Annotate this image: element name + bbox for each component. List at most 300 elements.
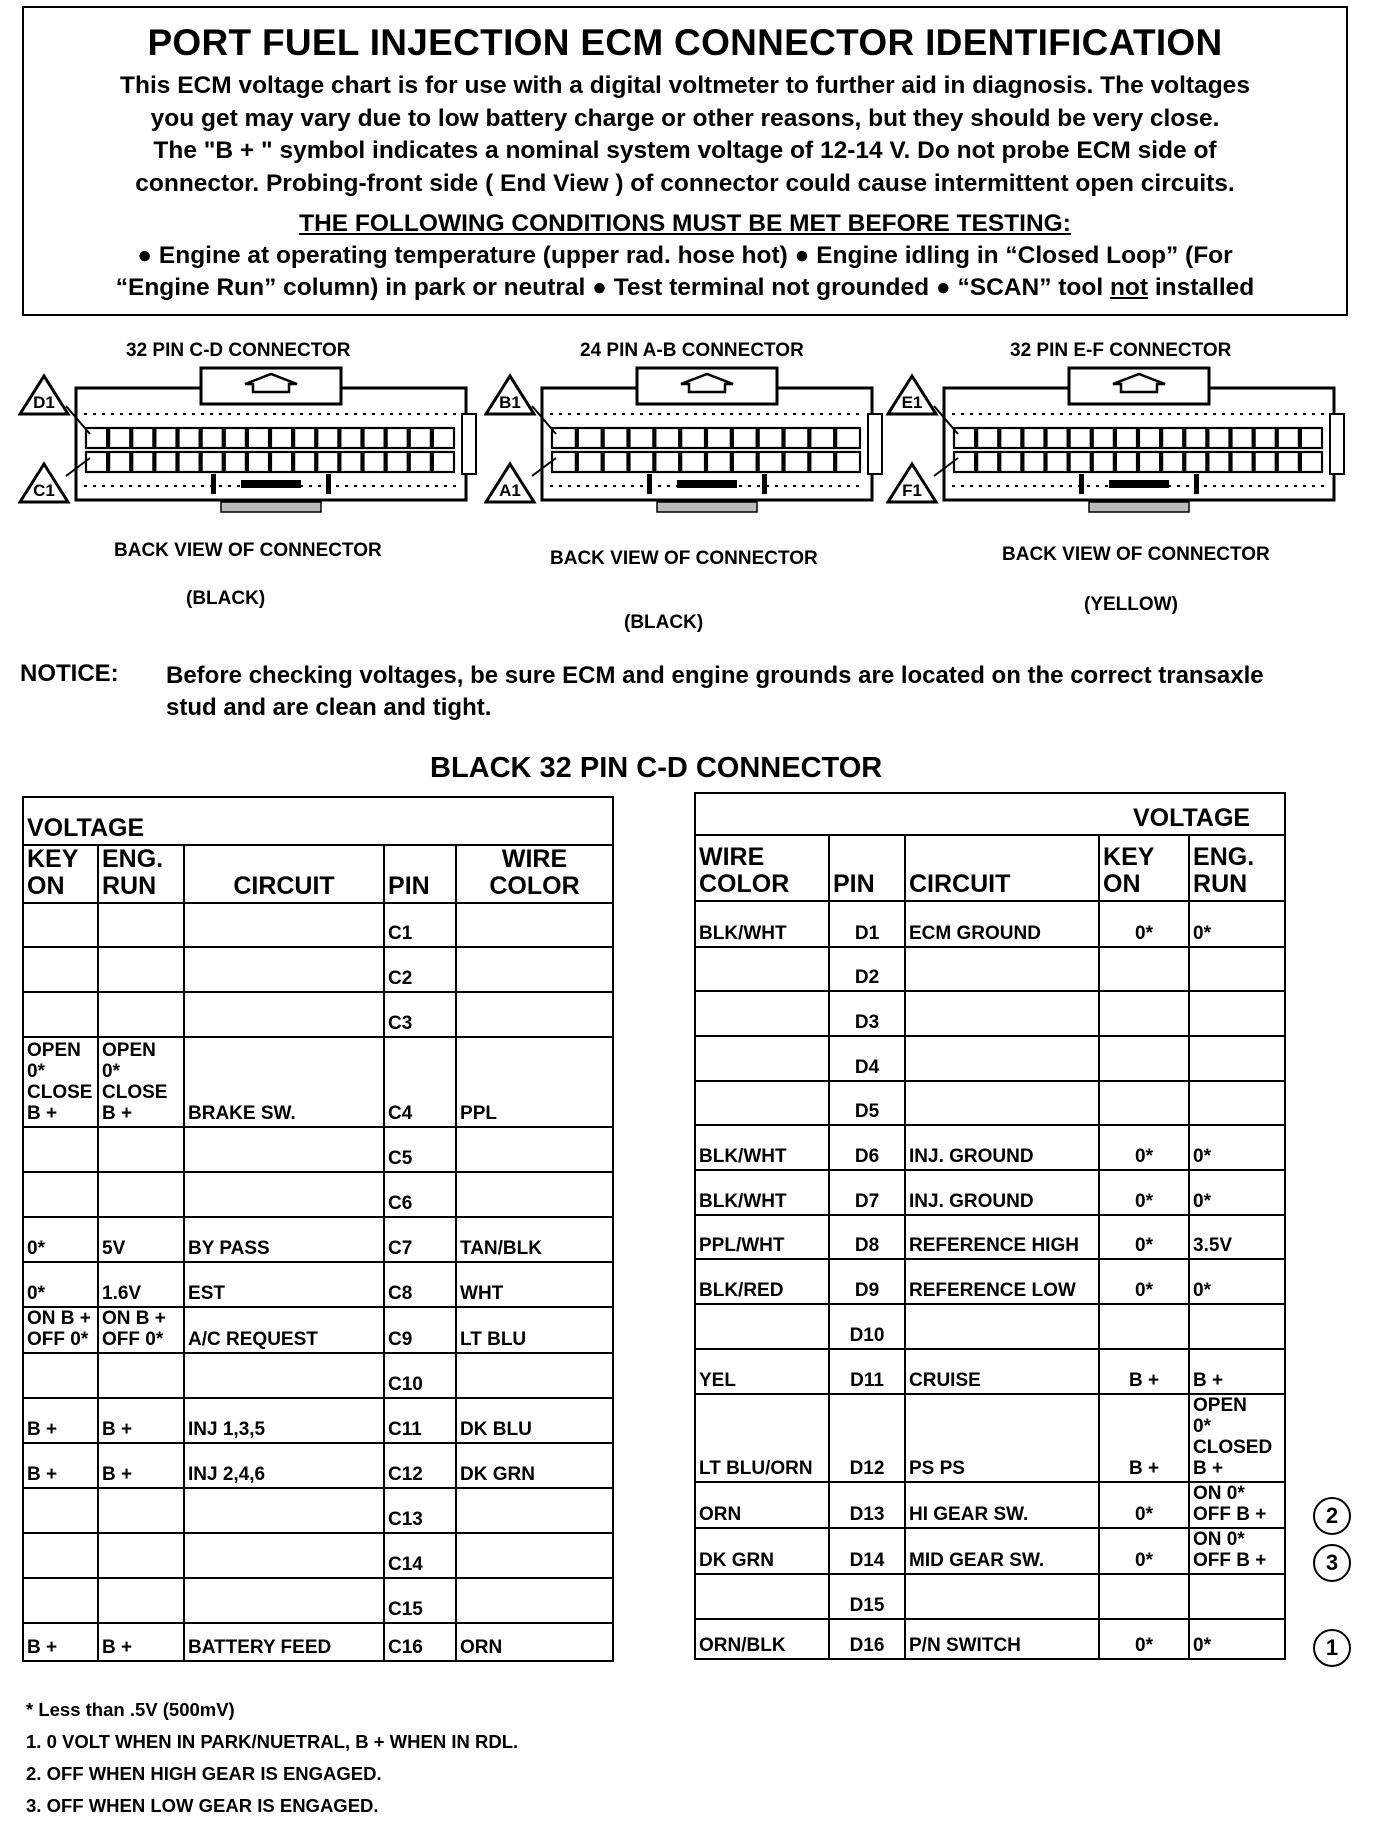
pin-cell: D15 (829, 1574, 905, 1619)
pin-cavity (1093, 452, 1114, 472)
pin-cavity (271, 428, 292, 448)
side-latch (868, 414, 882, 474)
connector-color-label: (BLACK) (624, 612, 704, 633)
circuit-cell (184, 992, 384, 1037)
pin-cavity (155, 452, 176, 472)
circuit-cell (905, 1036, 1099, 1081)
circuit-cell: A/C REQUEST (184, 1307, 384, 1353)
pin-cell: C10 (384, 1353, 456, 1398)
circuit-cell (905, 991, 1099, 1036)
table-row (695, 1304, 1285, 1349)
wire-color-cell (456, 1172, 613, 1217)
pin-cavity (109, 452, 130, 472)
circuit-cell (184, 1578, 384, 1623)
intro-line: The "B + " symbol indicates a nominal system voltage of 12-14 V. Do not probe ECM side of (153, 137, 1217, 164)
pin-cavity (1208, 428, 1229, 448)
key-on-cell (1099, 1304, 1189, 1349)
pin-cell: C3 (384, 992, 456, 1037)
pin-cell: D8 (829, 1215, 905, 1259)
eng-run-cell: 0* (1189, 1170, 1285, 1215)
pin-cavity (1278, 452, 1299, 472)
eng-run-cell: 0* (1189, 1259, 1285, 1304)
wire-color-cell: BLK/WHT (695, 1170, 829, 1215)
intro-text (54, 70, 1316, 200)
conditions-title: THE FOLLOWING CONDITIONS MUST BE MET BEFORE TESTING: (299, 210, 1071, 237)
table-row (23, 1488, 613, 1533)
circuit-cell: PS PS (905, 1394, 1099, 1482)
circuit-header: CIRCUIT (184, 845, 384, 903)
pin-cavity (294, 452, 315, 472)
pin-cavity (433, 428, 454, 448)
voltage-header: VOLTAGE (23, 797, 184, 845)
eng-run-cell (1189, 1574, 1285, 1619)
header-spacer (695, 793, 1099, 835)
key-on-cell (1099, 947, 1189, 991)
header-line: ON (27, 872, 65, 900)
footnotes (26, 1694, 518, 1822)
pin-header: PIN (384, 845, 456, 903)
table-row (695, 991, 1285, 1036)
circuit-header: CIRCUIT (905, 835, 1099, 901)
notice-text: Before checking voltages, be sure ECM and engine grounds are located on the correct transaxle stud and are clean and tight. (166, 662, 1264, 721)
key-on-cell: 0* (1099, 901, 1189, 947)
hatched-tab (1089, 502, 1189, 512)
pin-cavity (1000, 452, 1021, 472)
circuit-cell: EST (184, 1262, 384, 1307)
pin-cavity (785, 428, 809, 448)
table-row (695, 1081, 1285, 1125)
wire-color-cell (456, 1353, 613, 1398)
key-tick (647, 474, 652, 494)
pin-cell: D4 (829, 1036, 905, 1081)
pin-cell: C14 (384, 1533, 456, 1578)
key-on-cell: B + (23, 1443, 98, 1488)
intro-line: This ECM voltage chart is for use with a digital voltmeter to further aid in diagnosis. The voltages (120, 72, 1250, 99)
pin-cavity (1255, 428, 1276, 448)
circuit-cell (184, 1127, 384, 1172)
pin-cavity (655, 452, 679, 472)
key-on-cell: 0* (1099, 1215, 1189, 1259)
table-row (23, 1398, 613, 1443)
pin-cavity (340, 428, 361, 448)
table-row (695, 1125, 1285, 1170)
eng-run-header (1189, 835, 1285, 901)
pin-cavity (1023, 452, 1044, 472)
table-row (695, 1574, 1285, 1619)
pin-cell: C6 (384, 1172, 456, 1217)
circuit-cell (184, 947, 384, 992)
table-row (695, 1170, 1285, 1215)
wire-color-cell (695, 947, 829, 991)
table-row (695, 1215, 1285, 1259)
pin-cavity (977, 452, 998, 472)
pin-cavity (759, 428, 783, 448)
eng-run-cell: B + (1189, 1349, 1285, 1394)
table-row (23, 903, 613, 947)
pin-cavity (954, 428, 975, 448)
circuit-cell: P/N SWITCH (905, 1619, 1099, 1659)
pin-cavity (364, 428, 385, 448)
circuit-cell (905, 1081, 1099, 1125)
connector-title: 24 PIN A-B CONNECTOR (580, 340, 804, 361)
pin-cell: D16 (829, 1619, 905, 1659)
wire-color-cell: BLK/WHT (695, 901, 829, 947)
table-row (695, 1482, 1285, 1528)
pin-cell: C12 (384, 1443, 456, 1488)
key-on-cell (23, 1578, 98, 1623)
pin1-top-label: D1 (33, 393, 55, 412)
pin-cell: C7 (384, 1217, 456, 1262)
connector-ef-diagram (886, 340, 1356, 630)
pin-cell: C13 (384, 1488, 456, 1533)
connector-cd-diagram (18, 340, 488, 630)
table-row (695, 1259, 1285, 1304)
wire-color-cell: BLK/RED (695, 1259, 829, 1304)
eng-run-cell: B + (98, 1623, 184, 1661)
circuit-cell (905, 947, 1099, 991)
pin-cavity (604, 452, 628, 472)
key-on-cell (1099, 1036, 1189, 1081)
table-header-row (695, 835, 1285, 901)
pin-cell: D6 (829, 1125, 905, 1170)
wire-color-cell (456, 992, 613, 1037)
pin-cavity (1185, 428, 1206, 448)
wire-color-cell (456, 903, 613, 947)
pin-cavity (387, 452, 408, 472)
circuit-cell (184, 1488, 384, 1533)
table-row (23, 1623, 613, 1661)
d-connector-voltage-table (694, 792, 1286, 1660)
key-tick (1194, 474, 1199, 494)
wire-color-header (456, 845, 613, 903)
key-on-cell: B + (1099, 1349, 1189, 1394)
notice-label: NOTICE: (20, 660, 119, 687)
table-row (23, 1353, 613, 1398)
pin-cell: C5 (384, 1127, 456, 1172)
wire-color-cell: YEL (695, 1349, 829, 1394)
pin-cavity (294, 428, 315, 448)
pin-cavity (1162, 452, 1183, 472)
circuit-cell: BRAKE SW. (184, 1037, 384, 1127)
pin-cavity (707, 428, 731, 448)
eng-run-cell: B + (98, 1443, 184, 1488)
eng-run-cell: 0* (1189, 901, 1285, 947)
pin-cavity (1232, 428, 1253, 448)
pin1-bottom-label: C1 (33, 481, 55, 500)
wire-color-cell: ORN/BLK (695, 1619, 829, 1659)
wire-color-cell: DK GRN (695, 1528, 829, 1574)
pin-cavity (179, 428, 200, 448)
connector-title: 32 PIN C-D CONNECTOR (126, 340, 351, 361)
wire-color-cell: TAN/BLK (456, 1217, 613, 1262)
header-line: COLOR (489, 872, 580, 900)
wire-color-cell (456, 947, 613, 992)
table-header-row (695, 793, 1285, 835)
circuit-cell: CRUISE (905, 1349, 1099, 1394)
wire-color-cell: LT BLU/ORN (695, 1394, 829, 1482)
pin-cavity (1301, 428, 1322, 448)
pin-cavity (977, 428, 998, 448)
eng-run-cell: 5V (98, 1217, 184, 1262)
conditions-line: ● Engine at operating temperature (upper rad. hose hot) ● Engine idling in “Closed Loop” (For (137, 242, 1233, 269)
wire-color-cell: LT BLU (456, 1307, 613, 1353)
pin-cavity (1070, 452, 1091, 472)
eng-run-header (98, 845, 184, 903)
table-row (23, 1262, 613, 1307)
footnote: 2. OFF WHEN HIGH GEAR IS ENGAGED. (26, 1763, 382, 1784)
circuit-cell: REFERENCE LOW (905, 1259, 1099, 1304)
pin-cavity (1023, 428, 1044, 448)
key-on-cell: B + (23, 1398, 98, 1443)
pin-cell: C15 (384, 1578, 456, 1623)
eng-run-cell (98, 1533, 184, 1578)
eng-run-cell: ON 0* OFF B + (1189, 1528, 1285, 1574)
pin-cavity (707, 452, 731, 472)
header-line: ON (1103, 870, 1141, 898)
key-on-cell: B + (1099, 1394, 1189, 1482)
wire-color-cell: BLK/WHT (695, 1125, 829, 1170)
pin-cavity (387, 428, 408, 448)
pin-cavity (578, 428, 602, 448)
pin-cavity (202, 428, 223, 448)
key-on-cell (23, 1488, 98, 1533)
header-spacer (184, 797, 613, 845)
key-tick (1079, 474, 1084, 494)
connector-view-label: BACK VIEW OF CONNECTOR (114, 540, 382, 561)
header-line: RUN (1193, 870, 1248, 898)
key-on-header (23, 845, 98, 903)
connector-ab-drawing (484, 348, 954, 528)
key-on-cell (23, 947, 98, 992)
circuit-cell: INJ. GROUND (905, 1125, 1099, 1170)
wire-color-cell (456, 1127, 613, 1172)
pin-cavity (1139, 428, 1160, 448)
pin-cavity (1232, 452, 1253, 472)
pin-cell: D14 (829, 1528, 905, 1574)
key-on-cell: 0* (1099, 1528, 1189, 1574)
key-on-cell (1099, 1081, 1189, 1125)
table-row (695, 1619, 1285, 1659)
pin-cavity (759, 452, 783, 472)
pin-cavity (1047, 428, 1068, 448)
eng-run-cell: 1.6V (98, 1262, 184, 1307)
key-bar (241, 480, 301, 488)
conditions-text (38, 240, 1332, 304)
hatched-tab (657, 502, 757, 512)
table-row (23, 1533, 613, 1578)
key-on-cell (23, 1353, 98, 1398)
pin-cell: D12 (829, 1394, 905, 1482)
connector-color-label: (YELLOW) (1084, 594, 1178, 615)
connector-ab-diagram (484, 340, 954, 633)
pin-cavity (1208, 452, 1229, 472)
pin-cell: D13 (829, 1482, 905, 1528)
pin1-bottom-label: A1 (499, 481, 521, 500)
key-bar (1109, 480, 1169, 488)
wire-color-cell: WHT (456, 1262, 613, 1307)
pin-cavity (1116, 428, 1137, 448)
wire-color-cell: PPL/WHT (695, 1215, 829, 1259)
circuit-cell (184, 903, 384, 947)
eng-run-cell (1189, 1036, 1285, 1081)
pin-cavity (604, 428, 628, 448)
pin-cell: D2 (829, 947, 905, 991)
pin-cavity (785, 452, 809, 472)
pin-cavity (1139, 452, 1160, 472)
key-bar (677, 480, 737, 488)
table-row (23, 1443, 613, 1488)
circuit-cell: HI GEAR SW. (905, 1482, 1099, 1528)
key-on-cell: ON B + OFF 0* (23, 1307, 98, 1353)
table-row (23, 1578, 613, 1623)
pin-cell: D9 (829, 1259, 905, 1304)
wire-color-cell (695, 1304, 829, 1349)
header-line: WIRE (699, 843, 765, 871)
eng-run-cell (98, 1353, 184, 1398)
eng-run-cell: 0* (1189, 1125, 1285, 1170)
key-tick (326, 474, 331, 494)
hatched-tab (221, 502, 321, 512)
eng-run-cell (98, 992, 184, 1037)
pin-cell: C2 (384, 947, 456, 992)
pin-cavity (202, 452, 223, 472)
eng-run-cell (1189, 991, 1285, 1036)
table-row (23, 1217, 613, 1262)
table-row (23, 1127, 613, 1172)
eng-run-cell: ON B + OFF 0* (98, 1307, 184, 1353)
eng-run-cell (98, 1578, 184, 1623)
wire-color-cell: DK BLU (456, 1398, 613, 1443)
pin-cavity (132, 452, 153, 472)
footnote: 3. OFF WHEN LOW GEAR IS ENGAGED. (26, 1795, 379, 1816)
eng-run-cell: OPEN 0* CLOSED B + (1189, 1394, 1285, 1482)
header-box (22, 6, 1348, 316)
wire-color-cell (456, 1578, 613, 1623)
key-on-cell (1099, 991, 1189, 1036)
key-on-cell: 0* (1099, 1482, 1189, 1528)
key-on-cell (1099, 1574, 1189, 1619)
key-on-cell: OPEN 0* CLOSE B + (23, 1037, 98, 1127)
circuit-cell: INJ 1,3,5 (184, 1398, 384, 1443)
key-on-cell: 0* (1099, 1619, 1189, 1659)
pin-header: PIN (829, 835, 905, 901)
key-on-cell (23, 903, 98, 947)
table-header-row (23, 797, 613, 845)
connector-view-label: BACK VIEW OF CONNECTOR (1002, 544, 1270, 565)
pin-cell: C16 (384, 1623, 456, 1661)
pin-cell: D1 (829, 901, 905, 947)
eng-run-cell (1189, 947, 1285, 991)
pin-cavity (317, 428, 338, 448)
circuit-cell (905, 1574, 1099, 1619)
wire-color-cell (695, 1574, 829, 1619)
key-on-cell: 0* (1099, 1125, 1189, 1170)
pin-cell: C4 (384, 1037, 456, 1127)
header-line: KEY (1103, 843, 1155, 871)
pin-cavity (1301, 452, 1322, 472)
intro-line: connector. Probing-front side ( End View ) of connector could cause intermittent open circuits. (135, 169, 1235, 197)
circuit-cell: BY PASS (184, 1217, 384, 1262)
table-row (695, 1036, 1285, 1081)
pin1-bottom-label: F1 (902, 481, 922, 500)
pin-cavity (340, 452, 361, 472)
table-row (695, 1394, 1285, 1482)
eng-run-cell (98, 1127, 184, 1172)
pin-cavity (1278, 428, 1299, 448)
pin-cavity (733, 452, 757, 472)
eng-run-cell: ON 0* OFF B + (1189, 1482, 1285, 1528)
key-on-cell: 0* (1099, 1170, 1189, 1215)
conditions-not-word: not (1109, 274, 1149, 301)
key-on-cell: 0* (1099, 1259, 1189, 1304)
pin-cell: C9 (384, 1307, 456, 1353)
side-latch (1330, 414, 1344, 474)
eng-run-cell: 3.5V (1189, 1215, 1285, 1259)
table-row (695, 947, 1285, 991)
intro-line: you get may vary due to low battery charge or other reasons, but they should be very close. (150, 104, 1220, 132)
c-connector-voltage-table (22, 796, 614, 1662)
pin-cavity (836, 452, 860, 472)
pin-cavity (552, 428, 576, 448)
pin-cavity (86, 452, 107, 472)
circuit-cell: REFERENCE HIGH (905, 1215, 1099, 1259)
pin-cell: D5 (829, 1081, 905, 1125)
circuit-cell (905, 1304, 1099, 1349)
key-on-cell (23, 1172, 98, 1217)
pin-cell: D10 (829, 1304, 905, 1349)
table-row (695, 1528, 1285, 1574)
pin-cell: C11 (384, 1398, 456, 1443)
wire-color-cell: ORN (695, 1482, 829, 1528)
pin-cavity (433, 452, 454, 472)
pin-cell: C8 (384, 1262, 456, 1307)
connector-view-label: BACK VIEW OF CONNECTOR (550, 548, 818, 569)
eng-run-cell: OPEN 0* CLOSE B + (98, 1037, 184, 1127)
pin-cavity (132, 428, 153, 448)
note-marker-2: 2 (1313, 1497, 1351, 1535)
key-on-cell: 0* (23, 1262, 98, 1307)
pin-cavity (317, 452, 338, 472)
conditions-line-part: “Engine Run” column) in park or neutral ● Test terminal not grounded ● “SCAN” tool (115, 274, 1110, 301)
header-line: COLOR (699, 870, 790, 898)
footnote: * Less than .5V (500mV) (26, 1699, 235, 1720)
key-on-cell (23, 992, 98, 1037)
pin-cavity (410, 452, 431, 472)
key-on-header (1099, 835, 1189, 901)
pin-cavity (1000, 428, 1021, 448)
pin-cavity (364, 452, 385, 472)
note-marker-3: 3 (1313, 1544, 1351, 1582)
conditions-line (38, 272, 1332, 304)
circuit-cell: INJ. GROUND (905, 1170, 1099, 1215)
pin-cavity (155, 428, 176, 448)
header-line: ENG. (1193, 843, 1255, 871)
table-row (23, 947, 613, 992)
pin-cavity (248, 452, 269, 472)
eng-run-cell (98, 903, 184, 947)
eng-run-cell (1189, 1304, 1285, 1349)
pin-cavity (681, 452, 705, 472)
pin-cavity (410, 428, 431, 448)
circuit-cell: MID GEAR SW. (905, 1528, 1099, 1574)
eng-run-cell: 0* (1189, 1619, 1285, 1659)
connector-ef-drawing (886, 348, 1356, 528)
header-line: RUN (102, 872, 157, 900)
pin-cavity (248, 428, 269, 448)
pin-cavity (109, 428, 130, 448)
eng-run-cell (1189, 1081, 1285, 1125)
pin-cavity (733, 428, 757, 448)
